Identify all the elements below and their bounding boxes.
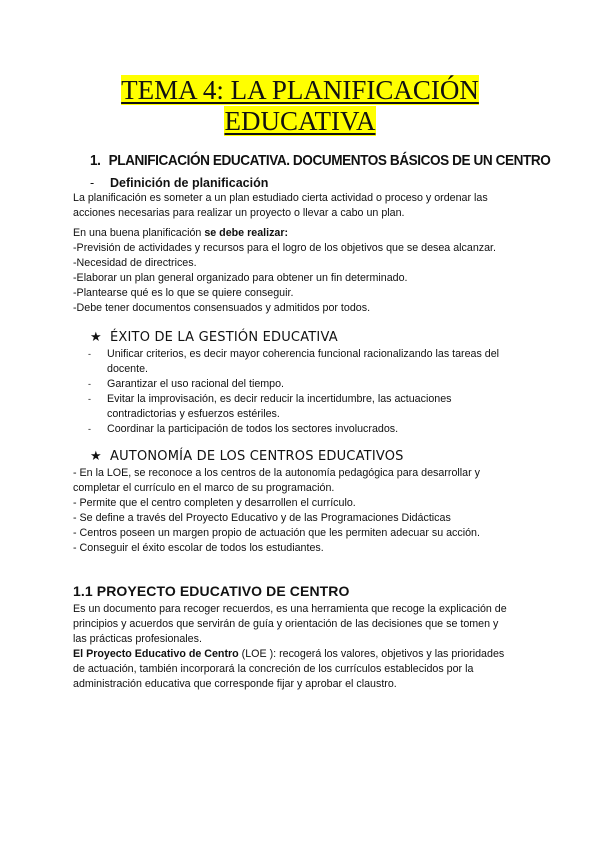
star-icon: ★	[90, 449, 102, 464]
dash-icon: -	[88, 424, 91, 434]
planning-item: -Elaborar un plan general organizado para obtener un fin determinado.	[73, 272, 408, 284]
list-item: - Unificar criterios, es decir mayor coherencia funcional racionalizando las tareas del	[88, 348, 500, 360]
pec-line: las prácticas profesionales.	[73, 633, 202, 645]
subheading-dash: -	[90, 176, 95, 190]
autonomia-line: - Centros poseen un margen propio de actuación que les permiten adecuar su acción.	[73, 527, 480, 539]
planning-item: -Previsión de actividades y recursos para el logro de los objetivos que se desea alcanzar.	[73, 242, 496, 254]
list-item-continuation: docente.	[107, 363, 149, 375]
planning-intro: En una buena planificación se debe realizar:	[73, 227, 289, 239]
autonomia-line: - Conseguir el éxito escolar de todos los estudiantes.	[73, 542, 324, 554]
pec-line: principios y acuerdos que servirán de guía y orientación de las decisiones que se tomen y	[73, 618, 499, 630]
page-title-line-2: EDUCATIVA	[224, 106, 376, 136]
subheading-definicion: - Definición de planificación	[90, 176, 269, 190]
pec-line: administración educativa que corresponde fijar y aprobar el claustro.	[73, 678, 397, 690]
list-item: - Garantizar el uso racional del tiempo.	[88, 378, 285, 390]
dash-icon: -	[88, 379, 91, 389]
list-item: - Coordinar la participación de todos los sectores involucrados.	[88, 423, 399, 435]
section-heading-proyecto-educativo: 1.1 PROYECTO EDUCATIVO DE CENTRO	[73, 583, 350, 599]
planning-item: -Necesidad de directrices.	[73, 257, 197, 269]
dash-icon: -	[88, 349, 91, 359]
pec-line: Es un documento para recoger recuerdos, es una herramienta que recoge la explicación de	[73, 603, 507, 615]
heading-autonomia-centros: ★ AUTONOMÍA DE LOS CENTROS EDUCATIVOS	[90, 449, 404, 464]
autonomia-line: - Permite que el centro completen y desarrollen el currículo.	[73, 497, 356, 509]
autonomia-line: - Se define a través del Proyecto Educativo y de las Programaciones Didácticas	[73, 512, 451, 524]
planning-item: -Plantearse qué es lo que se quiere conseguir.	[73, 287, 294, 299]
page-title-line-1: TEMA 4: LA PLANIFICACIÓN	[121, 75, 479, 105]
star-icon: ★	[90, 330, 102, 345]
pec-line: de actuación, también incorporará la concreción de los currículos establecidos por la	[73, 663, 474, 675]
dash-icon: -	[88, 394, 91, 404]
exito-list	[88, 347, 499, 437]
autonomia-line: completar el currículo en el marco de su programación.	[73, 482, 335, 494]
planning-item: -Debe tener documentos consensuados y admitidos por todos.	[73, 302, 371, 314]
section-number: 1.	[90, 153, 101, 169]
list-item: - Evitar la improvisación, es decir reducir la incertidumbre, las actuaciones	[88, 393, 452, 405]
definition-line-1: La planificación es someter a un plan estudiado cierta actividad o proceso y ordenar las	[73, 192, 488, 204]
list-item-continuation: contradictorias y esfuerzos estériles.	[107, 408, 280, 420]
heading-exito-gestion: ★ ÉXITO DE LA GESTIÓN EDUCATIVA	[90, 330, 338, 345]
section-heading-planificacion: 1. PLANIFICACIÓN EDUCATIVA. DOCUMENTOS BÁSICOS DE UN CENTRO	[90, 153, 551, 169]
definition-line-2: acciones necesarias para realizar un proyecto o llevar a cabo un plan.	[73, 207, 405, 219]
pec-definition: El Proyecto Educativo de Centro (LOE ): recogerá los valores, objetivos y las prioridades	[73, 648, 505, 660]
autonomia-line: - En la LOE, se reconoce a los centros de la autonomía pedagógica para desarrollar y	[73, 467, 480, 479]
